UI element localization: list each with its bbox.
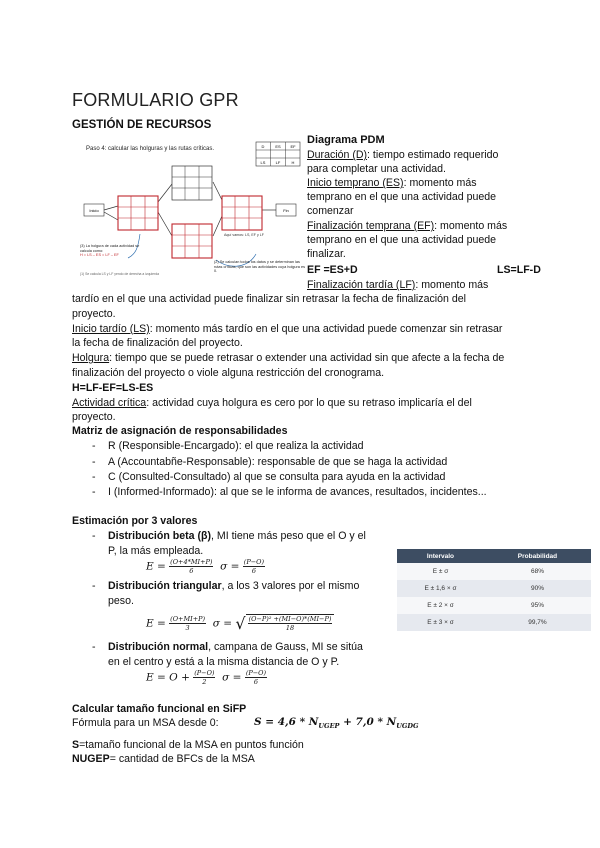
legend-box <box>256 142 300 166</box>
estimation-heading: Estimación por 3 valores <box>72 515 198 527</box>
tri-line-2: peso. <box>108 595 134 607</box>
nugep-definition: NUGEP= cantidad de BFCs de la MSA <box>72 753 255 765</box>
table-row: E ± 2 × σ 95% <box>397 597 591 614</box>
node-a <box>118 196 158 230</box>
s-definition: S=tamaño funcional de la MSA en puntos función <box>72 739 304 751</box>
sifp-formula: $S = 4,6 * N_{UGEP} + 7,0 * N_{UGDG}$ <box>254 716 419 730</box>
note-left: (3) La holgura de cada actividad se calcula como: <box>80 244 140 253</box>
ef-line-2: temprano en el que una actividad puede <box>307 234 497 246</box>
section-heading-resources: GESTIÓN DE RECURSOS <box>72 119 212 131</box>
ls-line-2: la fecha de finalización del proyecto. <box>72 337 243 349</box>
formula-ls: LS=LF-D <box>497 264 541 276</box>
node-d <box>222 196 262 230</box>
note-left-formula: H = LS – ES = LF – EF <box>80 253 119 258</box>
formula-ef: EF =ES+D <box>307 264 358 276</box>
node-b <box>172 166 212 200</box>
legend-es: ES <box>275 144 281 149</box>
legend-d: D <box>261 144 265 149</box>
raci-item: C (Consulted-Consultado) al que se consulta para ayuda en la actividad <box>108 471 446 483</box>
norm-line-1: Distribución normal, campana de Gauss, MI se sitúa <box>108 641 363 653</box>
raci-item: R (Responsible-Encargado): el que realiza la actividad <box>108 440 364 452</box>
lf-line-2: tardío en el que una actividad puede finalizar sin retrasar la fecha de finalización del <box>72 293 466 305</box>
pdm-network-diagram <box>80 136 308 286</box>
node-start-label: Inicio <box>89 208 99 213</box>
es-line-2: temprano en el que una actividad puede <box>307 191 497 203</box>
raci-item: I (Informed-Informado): al que se le informa de avances, resultados, incidentes... <box>108 486 487 498</box>
probability-table <box>397 549 591 631</box>
ef-line-1: Finalización temprana (EF): momento más <box>307 220 508 232</box>
beta-line-2: P, la más empleada. <box>108 545 204 557</box>
es-line-1: Inicio temprano (ES): momento más <box>307 177 477 189</box>
table-header: Probabilidad <box>484 549 591 563</box>
legend-h: H <box>291 160 295 165</box>
node-end-label: Fin <box>283 208 289 213</box>
tri-line-1: Distribución triangular, a los 3 valores por el mismo <box>108 580 360 592</box>
tri-formula: E = $\frac{(O+MI+P)}{3}$ σ = √ $\frac{\text{(O−P)² +(MI−O)*(MI−P)}}{18}$ <box>146 614 334 633</box>
page-title: FORMULARIO GPR <box>72 90 239 110</box>
table-row: E ± σ 68% <box>397 563 591 580</box>
legend-ef: EF <box>290 144 296 149</box>
crit-line-1: Actividad crítica: actividad cuya holgura es cero por lo que su retraso implicaría el del <box>72 397 472 409</box>
crit-line-2: proyecto. <box>72 411 116 423</box>
node-c <box>172 224 212 258</box>
lf-line-1: Finalización tardía (LF): momento más <box>307 279 489 291</box>
lf-line-3: proyecto. <box>72 308 116 320</box>
es-line-3: comenzar <box>307 205 354 217</box>
formula-h: H=LF-EF=LS-ES <box>72 382 154 394</box>
duration-line-1: Duración (D): tiempo estimado requerido <box>307 149 499 161</box>
beta-line-1: Distribución beta (β), MI tiene más peso que el O y el <box>108 530 366 542</box>
ls-line-1: Inicio tardío (LS): momento más tardío en el que una actividad puede comenzar sin retrasar <box>72 323 503 335</box>
sifp-formula-label: Fórmula para un MSA desde 0: <box>72 717 219 729</box>
h-line-1: Holgura: tiempo que se puede retrasar o extender una actividad sin que afecte a la fecha de <box>72 352 505 364</box>
norm-line-2: en el centro y está a la misma distancia de O y P. <box>108 656 340 668</box>
note-right: (2) Se calculan todos los datos y se determinan las rutas críticas, que son las actividades cuya holgura es 0. <box>214 260 305 274</box>
table-header: Intervalo <box>397 549 484 563</box>
ef-line-3: finalizar. <box>307 248 346 260</box>
legend-lf: LF <box>275 160 281 165</box>
raci-item: A (Accountabñe-Responsable): responsable de que se haga la actividad <box>108 456 448 468</box>
figure-caption: Paso 4: calcular las holguras y las rutas críticas. <box>86 146 215 152</box>
raci-heading: Matriz de asignación de responsabilidades <box>72 425 288 437</box>
beta-formula: E = $\frac{(O+4*MI+P)}{6}$ σ = $\frac{(P-O)}{6}$ <box>146 558 265 575</box>
sifp-heading: Calcular tamaño funcional en SiFP <box>72 703 247 715</box>
legend-ls: LS <box>260 160 266 165</box>
pdm-heading: Diagrama PDM <box>307 134 385 146</box>
note-bottom: (1) Se calcula LS y LF yendo de derecha a izquierda <box>80 272 159 276</box>
h-line-2: finalización del proyecto o viole alguna restricción del cronograma. <box>72 367 385 379</box>
table-row: E ± 1,6 × σ 90% <box>397 580 591 597</box>
table-row: E ± 3 × σ 99,7% <box>397 614 591 631</box>
note-top-right: Aquí vamos: LS, EF y LF <box>224 233 264 237</box>
norm-formula: E = O + $\frac{(P-O)}{2}$ σ = $\frac{(P-O)}{6}$ <box>146 669 267 686</box>
duration-line-2: para completar una actividad. <box>307 163 446 175</box>
